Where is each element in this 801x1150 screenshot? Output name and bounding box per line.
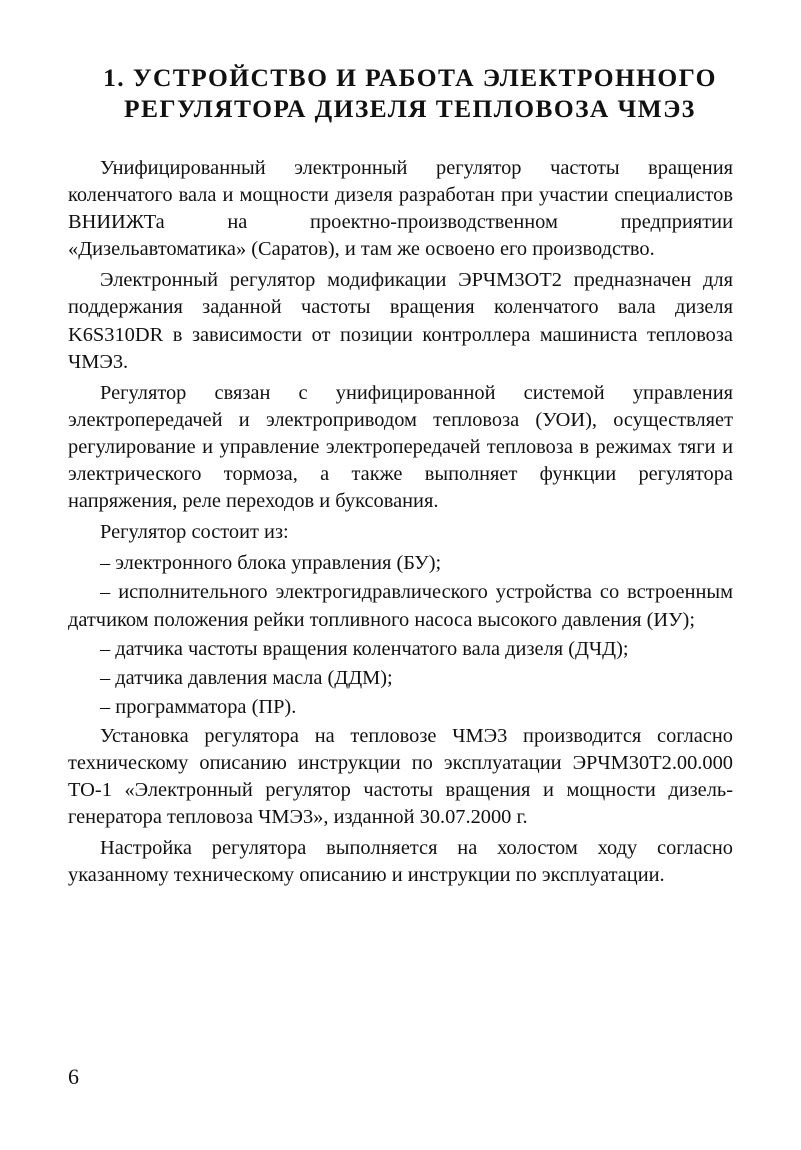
paragraph-composition: Регулятор состоит из: [100, 521, 289, 544]
paragraph-purpose: Электронный регулятор модификации ЭРЧМ3ОТ2 предназначен для поддержания заданной частоты вращения коленчатого вала дизеля K6S310DR в зависимости от позиции контроллера машиниста тепловоза ЧМЭ3. [68, 269, 733, 373]
paragraph-adjustment: Настройка регулятора выполняется на холостом ходу согласно указанному техническому описанию и инструкции по эксплуатации. [68, 837, 733, 887]
list-item: – исполнительного электрогидравлического устройства со встроенным датчиком положения рейки топливного насоса высокого давления (ИУ); [68, 581, 733, 631]
list-item: – датчика давления масла (ДДМ); [100, 666, 393, 689]
paragraph-installation: Установка регулятора на тепловозе ЧМЭ3 производится согласно техническому описанию инструкции по эксплуатации ЭРЧМ30Т2.00.000 ТО-1 «Электронный регулятор частоты вращения и мощности дизель-генератора тепловоза ЧМЭ3», изданной 30.07.2000 г. [68, 724, 733, 829]
title-line-2: РЕГУЛЯТОРА ДИЗЕЛЯ ТЕПЛОВОЗА ЧМЭ3 [124, 94, 696, 123]
title-line-1: 1. УСТРОЙСТВО И РАБОТА ЭЛЕКТРОННОГО [103, 63, 717, 92]
component-list [68, 550, 733, 721]
paragraph-functions: Регулятор связан с унифицированной системой управления электропередачей и электроприводом тепловоза (УОИ), осуществляет регулирование и управление электропередачей тепловоза в режимах тяги и электрического тормоза, а также выполняет функции регулятора напряжения, реле переходов и буксования. [68, 381, 733, 513]
page-number: 6 [68, 1064, 79, 1089]
list-item: – датчика частоты вращения коленчатого вала дизеля (ДЧД); [100, 637, 629, 660]
list-item: – электронного блока управления (БУ); [100, 552, 442, 575]
body-text [68, 155, 733, 893]
page-title [60, 62, 760, 124]
list-item: – программатора (ПР). [100, 695, 297, 718]
paragraph-intro: Унифицированный электронный регулятор частоты вращения коленчатого вала и мощности дизеля разработан при участии специалистов ВНИИЖТа на проектно-производственном предприятии «Дизельавтоматика» (Саратов), и там же освоено его производство. [68, 157, 733, 261]
